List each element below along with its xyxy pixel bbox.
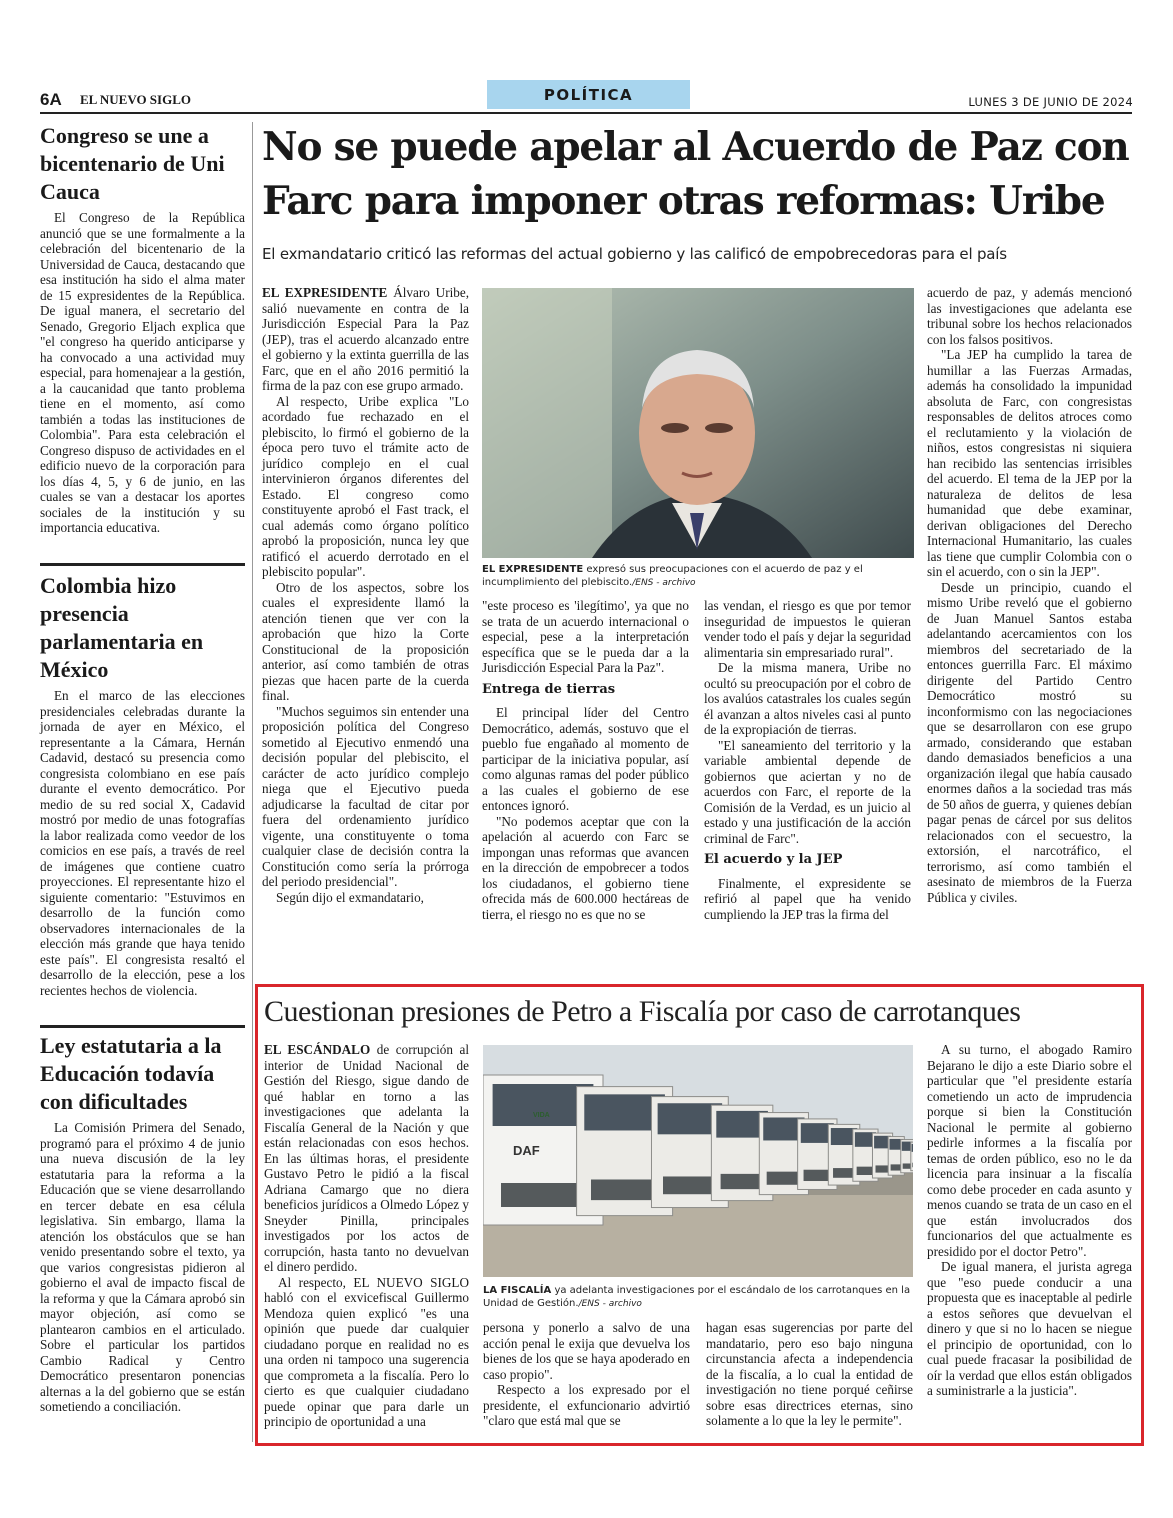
truck-grill <box>857 1167 875 1175</box>
second-photo-caption: LA FISCALÍA ya adelanta investigaciones por el escándalo de los carrotanques en la Unidad de Gestión./ENS - archivo <box>483 1285 911 1309</box>
section-label: POLÍTICA <box>543 85 634 104</box>
main-col1 <box>262 285 469 905</box>
trucks-illustration <box>483 1045 913 1277</box>
trucks-photo <box>483 1045 913 1277</box>
sidebar-story2 <box>40 572 245 998</box>
main-col4-p1: acuerdo de paz, y además mencionó las investigaciones que adelanta ese tribunal sobre los hechos relacionados con los falsos positivos. <box>927 285 1132 347</box>
truck-grill <box>767 1172 801 1185</box>
second-col2-p1: persona y ponerlo a salvo de una acción penal le exija que devuelva los bienes de los que se haya apoderado en caso propio". <box>483 1320 690 1382</box>
second-col1-p1: de corrupción al interior de Unidad Nacional de Gestión del Riesgo, sigue dando de qué hablar en torno a las investigaciones que adelanta la Fiscalía General de la Nación y que están relacionadas con esos hechos. En las últimas horas, el presidente Gustavo Petro le pidió a la fiscal Adriana Camargo que no diera beneficios jurídicos a Olmedo López y Sneyder Pinilla, principales investigados por los actos de corrupción, hasta tanto no devuelvan el dinero perdido. <box>264 1042 470 1274</box>
sidebar-story2-body: En el marco de las elecciones presidenciales celebradas durante la jornada de ayer en México, el representante a la Cámara, Hernán Cadavid, destacó su presencia como congresista colombiano en ese país durante el evento democrático. Por medio de su red social X, Cadavid mostró por medio de unas fotografías la labor realizada como veedor de los comicios en ese país, a través de reel de imágenes que contiene cuatro proyecciones. El representante hizo el siguiente comentario: "Estuvimos en desarrollo de la función como observadores internacionales de la elección más grande que haya tenido este país". El congresista resaltó el desarrollo de la elección, pese a los recientes hechos de violencia. <box>40 688 245 998</box>
second-col2 <box>483 1320 690 1429</box>
second-col3 <box>706 1320 913 1429</box>
issue-date: LUNES 3 DE JUNIO DE 2024 <box>968 95 1133 109</box>
sidebar-story2-title: Colombia hizo presencia parlamentaria en México <box>40 573 204 682</box>
truck-grill <box>721 1174 764 1189</box>
main-headline: No se puede apelar al Acuerdo de Paz con Farc para imponer otras reformas: Uribe <box>262 124 1129 224</box>
newspaper-name: EL NUEVO SIGLO <box>80 92 191 107</box>
main-col3-p4: Finalmente, el expresidente se refirió al papel que ha venido cumpliendo la JEP tras la firma del <box>704 875 911 922</box>
main-col4-p3: Desde un principio, cuando el mismo Uribe reveló que el gobierno de Juan Manuel Santos estaba adelantando acercamientos con los miembros del secretariado de la entonces guerrilla Farc. El máximo dirigente del Partido Centro Democrático mostró su inconformismo con las negociaciones que se desarrollaron con ese grupo armado, considerando que estaban dando demasiados beneficios a una organización ilegal que había causado enormes daños a la sociedad tras más de 50 años de guerra, y quienes debían pagar penas de cárcel por sus delitos relacionados con el secuestro, la extorsión, el narcotráfico, el terrorismo, así como también el asesinato de miembros de la Fuerza Pública y civiles. <box>927 579 1132 905</box>
main-col1-p1: Álvaro Uribe, salió nuevamente en contra de la Jurisdicción Especial Para la Paz (JEP), tras el acuerdo alcanzado entre el gobierno y la extinta guerrilla de las Farc, que en el año 2016 permitió la firma de la paz con ese grupo armado. <box>262 285 469 393</box>
main-col1-p3: Otro de los aspectos, sobre los cuales el expresidente llamó la atención tienen que ver con la aprobación que hizo la Corte Constitucional de la proposición anterior, así como también de otras piezas que hacen parte de la cuerda final. <box>262 579 469 703</box>
truck-grill <box>891 1164 902 1170</box>
sidebar-divider-2 <box>40 1025 245 1028</box>
main-col1-p2: Al respecto, Uribe explica "Lo acordado fue rechazado en el plebiscito, lo firmó el gobierno de la época pero tuvo el trámite acto de jurídico complejo en el cual intervinieron órganos diferentes del Estado. El congreso como constituyente aprobó el Fast track, el cual además como órgano político aprobó la proposición, nunca ley que ratificó el acuerdo derrotado en el plebiscito popular". <box>262 393 469 579</box>
main-lead: EL EXPRESIDENTE <box>262 285 388 300</box>
subheading-entrega-tierras: Entrega de tierras <box>482 681 616 697</box>
second-col4-p1: A su turno, el abogado Ramiro Bejarano le dijo a este Diario sobre el particular que "el presidente estaría cometiendo un acto de imprudencia porque si bien la Constitución Nacional le permite al gobierno pedirle informes a la fiscalía por temas de orden público, eso no le da licencia para insinuar a la fiscalía como debe proceder en cada asunto y menos cuando se trata de un caso en el que están involucrados dos funcionarios del que actualmente es presidido por el doctor Petro". <box>927 1042 1132 1259</box>
subheading-acuerdo-jep: El acuerdo y la JEP <box>704 852 843 867</box>
second-lead: EL ESCÁNDALO <box>264 1042 371 1057</box>
main-col2-p1: "este proceso es 'ilegítimo', ya que no se trata de un acuerdo internacional o especial, pese a la interpretación específica que se le pueda dar a la Jurisdicción Especial Para la Paz". <box>482 598 689 675</box>
main-col4 <box>927 285 1132 905</box>
second-col2-p2: Respecto a los expresado por el presidente, el exfuncionario advirtió "claro que está mal que se <box>483 1382 690 1428</box>
second-headline: Cuestionan presiones de Petro a Fiscalía por caso de carrotanques <box>264 995 1021 1028</box>
truck-grill <box>501 1183 585 1207</box>
second-col4-p2: De igual manera, el jurista agrega que "eso puede conducir a una propuesta que es inaceptable al pedirle a estos señores que devuelvan el dinero y que si no lo hacen se niegue el principio de oportunidad, con lo cual puede fracasar la posibilidad de oír la verdad que ellos están obligados a suministrarle a la justicia". <box>927 1259 1132 1398</box>
sidebar-story1-body: El Congreso de la República anunció que se une formalmente a la celebración del bicentenario de la Universidad de Cauca, destacando que esa institución ha sido el alma mater de 15 expresidentes de la República. De igual manera, el secretario del Senado, Gregorio Eljach explica que "el congreso ha querido anticiparse y ha convocado a una actividad muy especial, para homenajear a la gestión, a la caucanidad que tanto problema tiene en el momento, así como también a todas las instituciones de Colombia". Para esta celebración el Congreso dispuso de actividades en el edificio nuevo de la corporación para los días 4, 5, y 6 de junio, en las cuales se van a destacar los aportes sociales de la institución y su importancia educativa. <box>40 210 245 535</box>
sidebar-story3-body: La Comisión Primera del Senado, programó para el próximo 4 de junio una nueva discusión de la ley estatutaria para la reforma a la Educación que se viene desarrollando en tercer debate en esa célula legislativa. Sin embargo, llama la atención los obstáculos que se han venido presentando sobre el texto, ya que varios congresistas pidieron al gobierno el aval de impacto fiscal de la reforma y que la Cámara aprobó sin mayor objeción, así como se plantearon cambios en el articulado. Sobre el particular los partidos Cambio Radical y Centro Democrático presentaron ponencias alternas a la del gobierno que se están sometiendo a conciliación. <box>40 1120 245 1414</box>
main-col2 <box>482 598 689 922</box>
truck-grill <box>876 1165 890 1172</box>
second-col1-p2: Al respecto, EL NUEVO SIGLO habló con el exvicefiscal Guillermo Mendoza quien explicó "es una opinión que puede dar cualquier ciudadano porque en realidad no es una orden ni tampoco una sugerencia que comprometa a la fiscalía. Pero lo cierto es que cualquier ciudadano puede opinar que para darle un principio de oportunidad a una <box>264 1274 469 1429</box>
truck-grill <box>912 1163 913 1168</box>
sidebar-story1-title: Congreso se une a bicentenario de Uni Cauca <box>40 123 225 204</box>
main-col3-p2: De la misma manera, Uribe no ocultó su preocupación por el cobro de los avalúos catastrales los cuales según él avanzan a altos niveles casi al punto de la expropiación de tierras. <box>704 660 911 737</box>
sidebar <box>40 122 245 536</box>
truck-grill <box>804 1170 832 1181</box>
main-photo-caption: EL EXPRESIDENTE expresó sus preocupaciones con el acuerdo de paz y el incumplimiento del plebiscito./ENS - archivo <box>482 564 863 588</box>
main-col3 <box>704 598 911 922</box>
section-banner <box>487 80 690 109</box>
main-col2-p3: "No podemos aceptar que con la apelación al acuerdo con Farc se impongan unas reformas que avancen en la dirección de empobrecer a todos los ciudadanos, el gobierno tiene ofrecida más de 600.000 hectáreas de tierra, el riesgo no es que no se <box>482 813 689 922</box>
page-number: 6A <box>40 90 62 109</box>
header-rule <box>40 112 1132 114</box>
sidebar-story3-title: Ley estatutaria a la Educación todavía con dificultades <box>40 1033 222 1114</box>
truck-brand: DAF <box>513 1143 540 1158</box>
sidebar-divider-1 <box>40 563 245 566</box>
second-col3-p1: hagan esas sugerencias por parte del mandatario, pero eso bajo ninguna circunstancia afecta a independencia de la fiscalía, a lo cual la entidad de investigación no tiene porqué ceñirse sobre esas directrices eternas, sino solamente a lo que la ley le permite". <box>706 1320 913 1428</box>
sidebar-story3 <box>40 1032 245 1415</box>
truck-windshield <box>912 1144 913 1152</box>
main-col1-p4: "Muchos seguimos sin entender una proposición política del Congreso sometido al Ejecutivo enmendó una decisión popular del plebiscito, el carácter de acto jurídico complejo niega que el Ejecutivo pueda adjudicarse la facultad de citar por fuera del ordenamiento jurídico vigente, una constituyente o toma cualquier clase de decisión contra la Constitución como sería la prórroga del periodo presidencial". <box>262 703 469 889</box>
portrait-illustration <box>482 288 914 558</box>
second-col4 <box>927 1042 1132 1399</box>
truck-grill <box>591 1179 658 1200</box>
main-subhead: El exmandatario criticó las reformas del actual gobierno y las calificó de empobrecedoras para el país <box>262 245 1007 263</box>
main-col3-p3: "El saneamiento del territorio y la variable ambiental depende de gobiernos que aciertan y no de acuerdos con Farc, el reporte de la Comisión de la Verdad, es un juicio al estado y una justificación de la acción criminal de Farc". <box>704 737 911 846</box>
main-col2-p2: El principal líder del Centro Democrático, además, sostuvo que el pueblo fue engañado al momento de participar de la iniciativa popular, así como algunas ramas del poder público a las cuales el gobierno de ese entonces ignoró. <box>482 705 689 813</box>
main-col4-p2: "La JEP ha cumplido la tarea de humillar a las Fuerzas Armadas, además ha consolidado la impunidad absoluta de Farc, con congresistas responsables de delitos atroces como el reclutamiento y la violación de niños, estos congresistas ni siquiera han recibido las sentencias irrisibles del acuerdo. El tema de la JEP por la naturaleza de delitos de lesa humanidad que debe examinar, derivan obligaciones del Derecho Internacional Humanitario, las cuales las tiene que cumplir Colombia con o sin el acuerdo, con o sin la JEP". <box>927 347 1132 579</box>
main-col3-p1: las vendan, el riesgo es que por temor inseguridad de impuestos le quieran vender todo el país y dejar la seguridad alimentaria sin empresariado rural". <box>704 598 911 660</box>
truck-grill <box>833 1168 855 1178</box>
truck-label: VIDA <box>533 1112 550 1119</box>
second-col1 <box>264 1042 469 1430</box>
main-col1-p5: Según dijo el exmandatario, <box>276 889 424 905</box>
sidebar-vertical-rule <box>252 122 253 1442</box>
uribe-photo <box>482 288 914 558</box>
truck-grill <box>663 1176 717 1194</box>
